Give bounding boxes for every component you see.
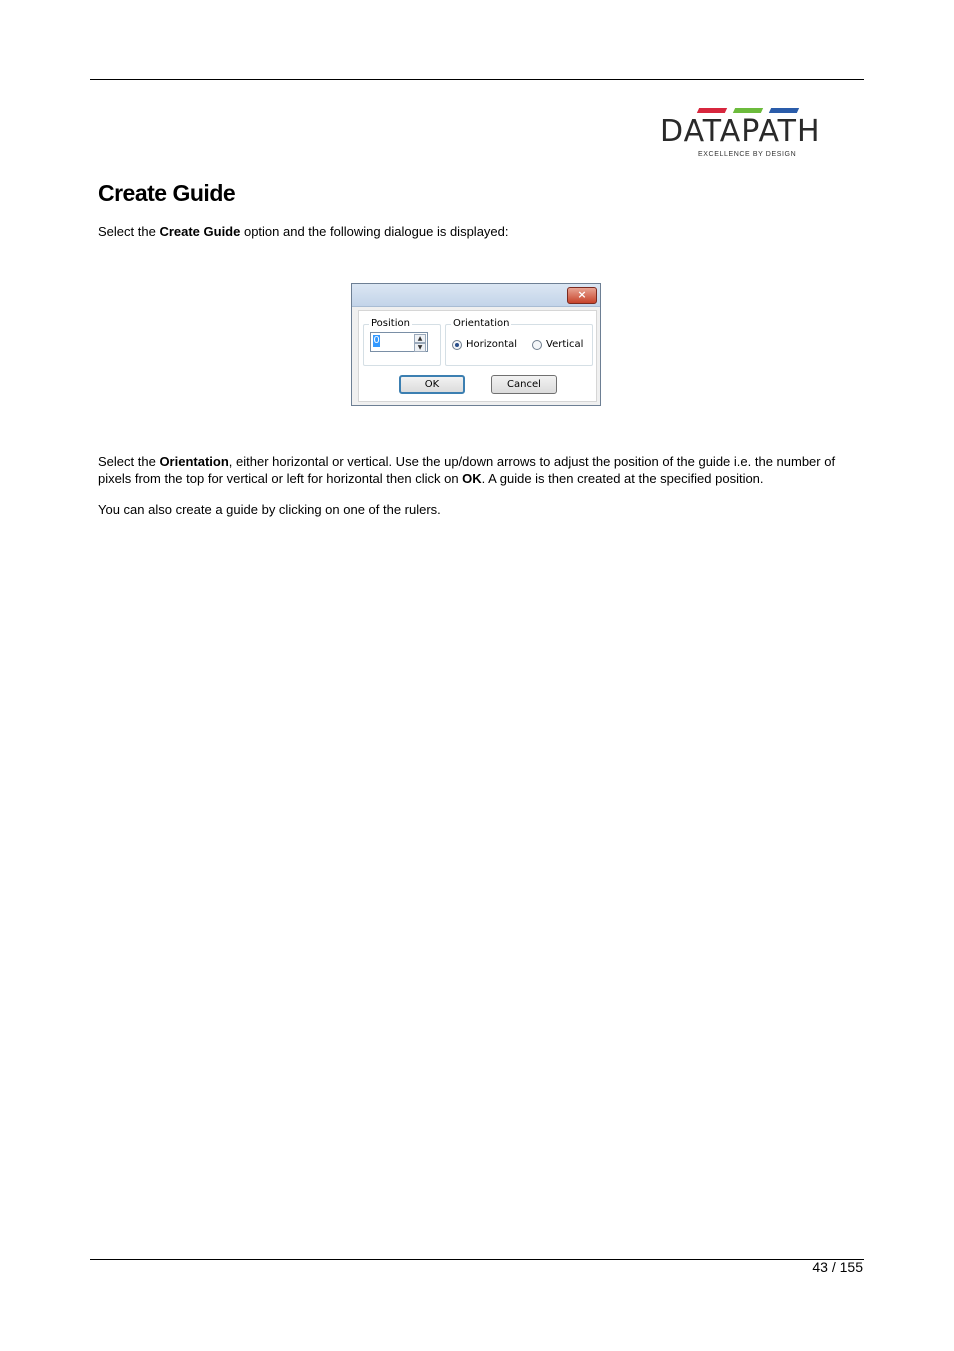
stepper-arrows [414,334,426,350]
vertical-label: Vertical [546,339,584,350]
orientation-group [445,318,593,366]
create-guide-dialog [351,283,601,406]
intro-bold: Create Guide [159,224,241,239]
logo-wordmark: DATAPATH [660,114,821,149]
datapath-logo [660,106,835,161]
dialog-titlebar[interactable] [352,284,600,307]
para2-bold-1: Orientation [159,454,229,469]
radio-selected-icon [452,340,462,350]
header-rule [90,79,864,80]
close-icon: × [577,288,587,301]
horizontal-label: Horizontal [466,339,518,350]
page-title: Create Guide [98,180,236,206]
logo-bar-red [697,108,727,113]
position-stepper[interactable] [370,332,428,352]
logo-tagline: EXCELLENCE BY DESIGN [698,151,797,158]
radio-unselected-icon [532,340,542,350]
intro-text-2: option and the following dialogue is displayed: [240,224,509,239]
logo-bar-green [733,108,763,113]
para2-text-3: . A guide is then created at the specified position. [481,471,764,486]
position-label: Position [371,318,410,329]
intro-paragraph [98,223,858,240]
logo-bar-blue [769,108,799,113]
dialog-body [358,310,597,402]
cancel-button[interactable]: Cancel [491,375,557,394]
para2-bold-2: OK [462,471,482,486]
orientation-paragraph [98,453,858,487]
orientation-label: Orientation [453,318,510,329]
para2-text-2: , either horizontal or vertical. Use the up/down arrows to adjust the position of the guide i.e. the number of pixels from the top for vertical or left for horizontal then click on [98,454,836,486]
stepper-up-icon[interactable]: ▲ [414,334,426,343]
position-input[interactable]: 0 [373,335,380,346]
position-group [363,318,441,366]
close-button[interactable] [567,287,597,304]
page-number: 43 / 155 [812,1259,863,1275]
footer-rule [90,1259,864,1260]
intro-text-1: Select the [98,224,160,239]
rulers-paragraph: You can also create a guide by clicking on one of the rulers. [98,502,441,517]
ok-button[interactable]: OK [399,375,465,394]
para2-text-1: Select the [98,454,160,469]
stepper-down-icon[interactable]: ▼ [414,343,426,352]
